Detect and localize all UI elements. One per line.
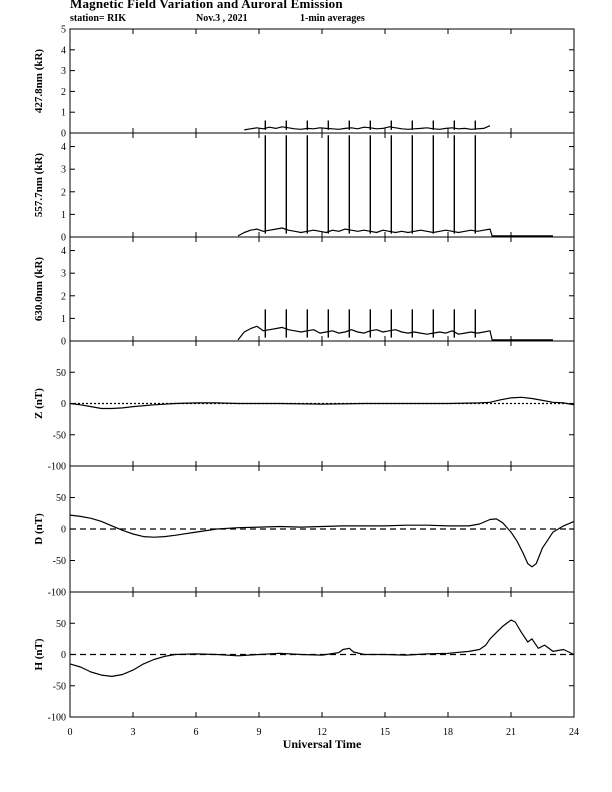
y-tick-label: 50	[56, 493, 66, 504]
date-label: Nov.3 , 2021	[196, 13, 248, 24]
x-axis-label: Universal Time	[282, 737, 362, 751]
x-tick-label: 3	[130, 727, 136, 738]
y-axis-label: 557.7nm (kR)	[33, 152, 45, 218]
y-tick-label: 0	[61, 232, 66, 244]
x-tick-label: 18	[443, 727, 453, 738]
series-line	[238, 228, 553, 236]
y-tick-label: -100	[47, 587, 66, 599]
y-tick-label: 4	[61, 246, 66, 258]
y-tick-label: -100	[47, 461, 66, 473]
panel-pZ	[33, 341, 574, 473]
y-tick-label: 2	[61, 187, 66, 199]
y-tick-label: 4	[61, 142, 66, 154]
y-axis-label: H (nT)	[33, 638, 45, 671]
y-tick-label: -50	[52, 681, 66, 693]
y-tick-label: 4	[61, 45, 66, 57]
y-tick-label: 1	[61, 107, 66, 119]
y-tick-label: 0	[61, 524, 66, 536]
y-axis-label: 427.8nm (kR)	[33, 48, 45, 114]
panel-p4278	[33, 25, 574, 140]
panel-p5577	[33, 133, 574, 244]
y-tick-label: 0	[61, 336, 66, 348]
y-tick-label: 5	[61, 24, 66, 36]
y-tick-label: 50	[56, 367, 66, 379]
y-tick-label: -50	[52, 430, 66, 442]
y-tick-label: 1	[61, 209, 66, 221]
x-tick-label: 21	[506, 727, 516, 738]
y-tick-label: 0	[61, 128, 66, 140]
chart-title: Magnetic Field Variation and Auroral Emission	[70, 0, 343, 11]
y-tick-label: 3	[61, 66, 66, 78]
panel-p6300	[33, 237, 574, 348]
panel-frame	[70, 133, 574, 237]
x-axis	[68, 727, 580, 751]
chart-panels	[33, 25, 574, 724]
y-axis-label: 630.0nm (kR)	[33, 256, 45, 322]
panel-frame	[70, 29, 574, 133]
x-tick-label: 6	[193, 727, 199, 738]
y-tick-label: 0	[61, 399, 66, 410]
panel-pH	[33, 592, 574, 724]
series-line	[238, 326, 553, 340]
panel-frame	[70, 237, 574, 341]
averaging-label: 1-min averages	[300, 13, 365, 24]
y-tick-label: 2	[61, 291, 66, 303]
x-tick-label: 12	[317, 727, 327, 738]
series-line	[70, 515, 574, 567]
station-label: station= RIK	[70, 13, 126, 24]
x-tick-label: 24	[569, 727, 579, 738]
series-line	[244, 126, 490, 130]
y-axis-label: Z (nT)	[33, 388, 45, 419]
y-tick-label: 0	[61, 650, 66, 661]
x-tick-label: 9	[256, 727, 262, 738]
x-tick-label: 15	[380, 727, 390, 738]
series-line	[70, 620, 574, 676]
y-tick-label: -50	[52, 556, 66, 567]
y-tick-label: 3	[61, 268, 66, 280]
y-tick-label: 1	[61, 313, 66, 325]
y-tick-label: 2	[61, 86, 66, 98]
y-tick-label: 50	[56, 618, 66, 630]
y-tick-label: -100	[47, 712, 66, 724]
y-tick-label: 3	[61, 164, 66, 176]
y-axis-label: D (nT)	[33, 513, 45, 545]
x-tick-label: 0	[67, 727, 73, 738]
panel-pD	[33, 466, 574, 599]
